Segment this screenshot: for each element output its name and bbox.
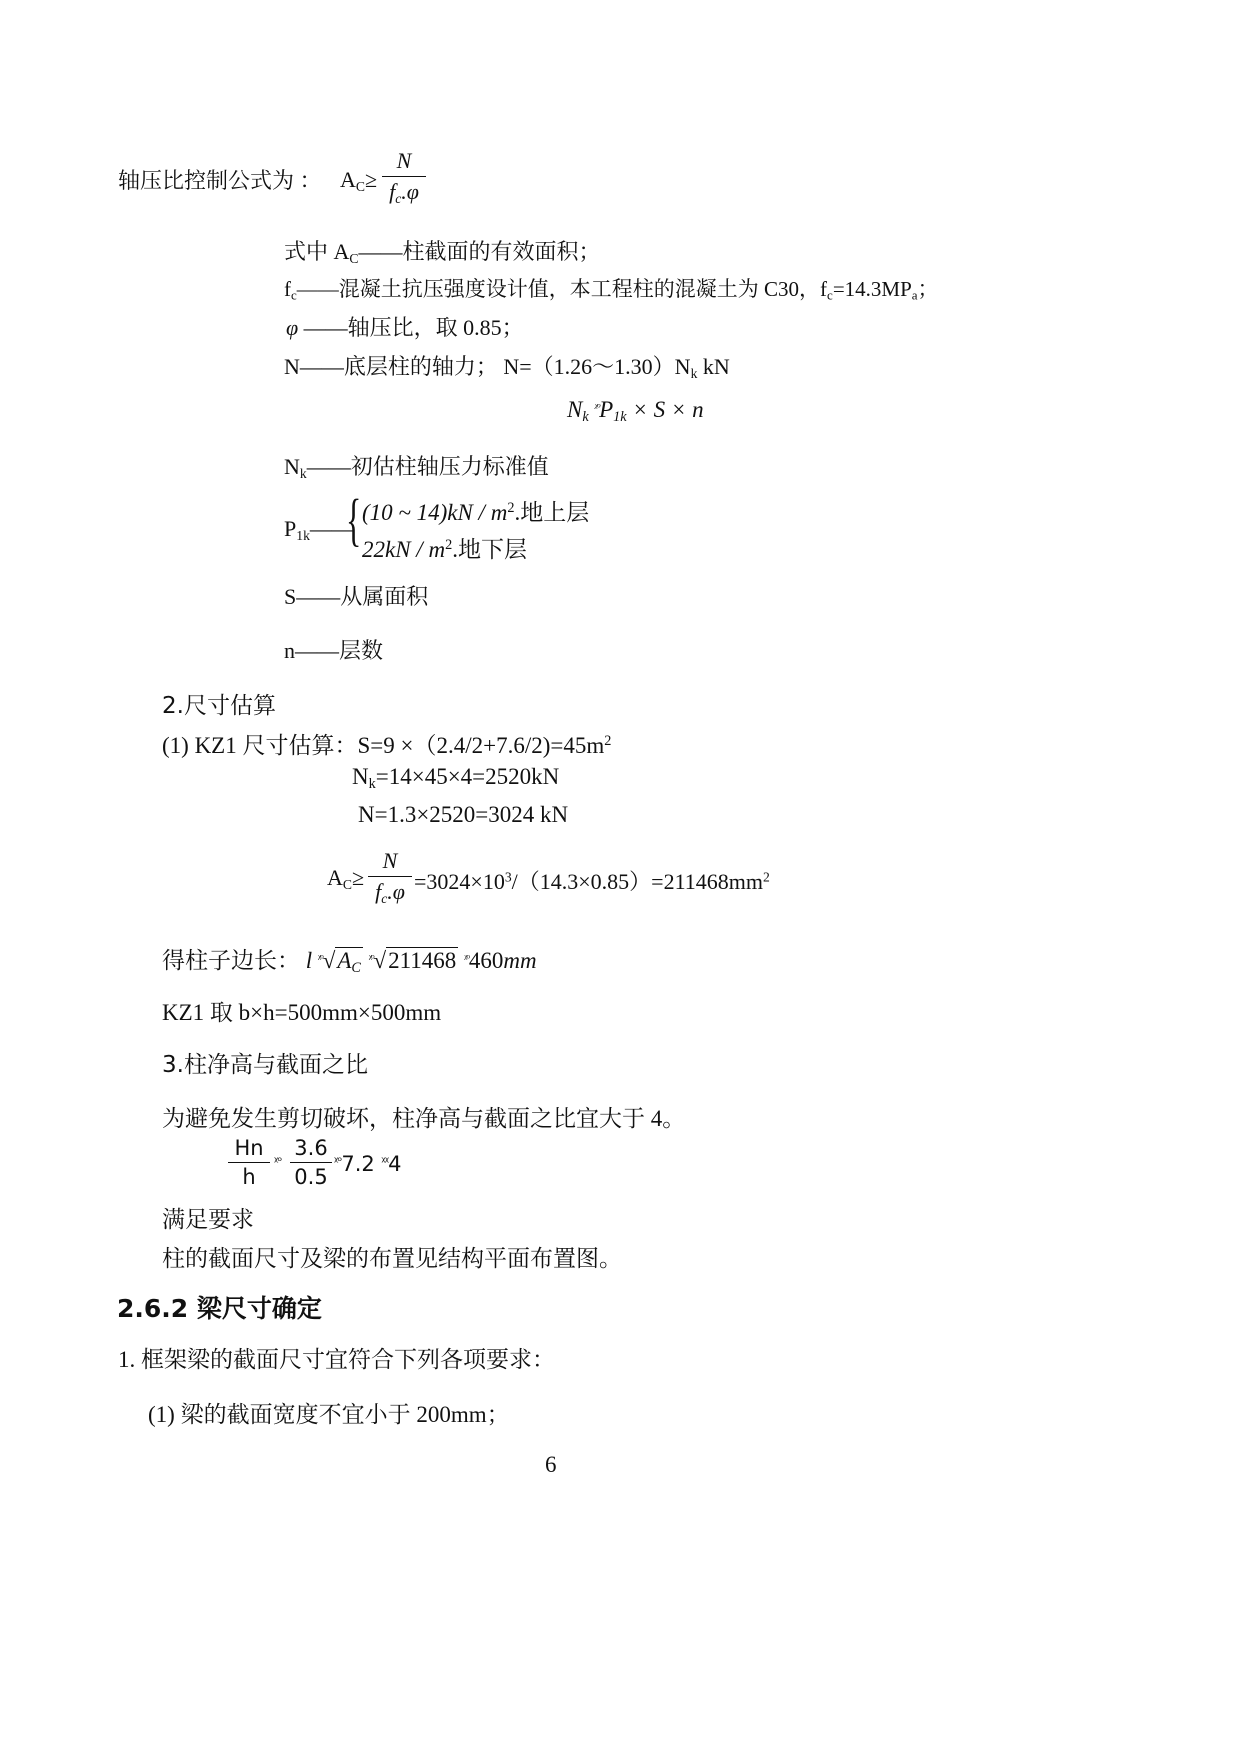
sec3-heading: 3.柱净高与截面之比 xyxy=(162,1052,368,1078)
radical-ac: $A_C$ xyxy=(337,948,361,976)
fraction-denominator: $f_c.\varphi$ xyxy=(375,879,405,906)
odd-symbol-1: ᵡᵒ xyxy=(274,1154,282,1168)
side-length: 得柱子边长： l $^{ᵡᵒ}√A_C$ $^{ᵡᵒ}$√211468 $^{ᵡᵒ}$460mm xyxy=(162,948,537,976)
fraction-numerator: N xyxy=(368,848,412,877)
sec2-heading: 2.尺寸估算 xyxy=(162,693,276,719)
left-brace-icon: { xyxy=(346,487,362,552)
fraction-denominator: 0.5 xyxy=(294,1165,328,1189)
sec2-line3: N=1.3×2520=3024 kN xyxy=(358,802,569,827)
ac-fraction xyxy=(368,848,412,907)
hn-h-fraction xyxy=(228,1136,270,1189)
fraction-numerator: N xyxy=(382,148,426,177)
nk-formula: $N_k$ $^{ᵡᵒ}P_{1k} \times S \times n$ xyxy=(567,397,704,425)
intro-fraction xyxy=(382,148,426,207)
ac-result: $=3024\times 10^3/(14.3\times 0.85)=211468mm^2$ xyxy=(414,869,770,894)
kz1-result: KZ1 取 b×h=500mm×500mm xyxy=(162,1000,442,1025)
def-s: S——从属面积 xyxy=(284,584,429,609)
def-ac: 式中 $A_C——$柱截面的有效面积； xyxy=(284,239,601,266)
ac-lhs: $A_C\ge$ xyxy=(327,865,365,892)
sec262-heading: 2.6.2 梁尺寸确定 xyxy=(117,1294,322,1323)
sec3-text: 为避免发生剪切破坏，柱净高与截面之比宜大于 4。 xyxy=(162,1106,686,1131)
fraction-numerator: 3.6 xyxy=(290,1136,332,1163)
fraction-denominator: h xyxy=(242,1165,256,1189)
def-nk: $N_k——$初估柱轴压力标准值 xyxy=(284,454,549,481)
sec262-item1: 1. 框架梁的截面尺寸宜符合下列各项要求： xyxy=(118,1347,555,1372)
sec3-note: 柱的截面尺寸及梁的布置见结构平面布置图。 xyxy=(162,1246,622,1271)
page-number: 6 xyxy=(545,1452,557,1477)
p1k-line1: (10 ~ $14)kN / m^2$.地上层 xyxy=(362,500,590,525)
fraction-numerator: Hn xyxy=(228,1136,270,1163)
sec2-line1: (1) KZ1 尺寸估算：$S=9 \times(2.4/2+7.6/2)=45m^2$ xyxy=(162,733,612,758)
sec2-line2: $N_k=14\times 45\times 4=2520kN$ xyxy=(352,764,560,792)
p1k-line2: $22kN / m^2$.地下层 xyxy=(362,537,527,562)
def-fc: $f_c——$混凝土抗压强度设计值，本工程柱的混凝土为 C30，$f_c=14.3MP_a$； xyxy=(284,277,939,303)
fraction-denominator: $f_c.\varphi$ xyxy=(389,179,419,206)
def-n: N——底层柱的轴力； $N=(1.26\sim 1.30)N_k$ kN xyxy=(284,354,730,381)
ratio-fraction xyxy=(290,1136,332,1189)
sec3-ok: 满足要求 xyxy=(162,1207,254,1232)
def-n-floors: n——层数 xyxy=(284,638,384,663)
radical-number: 211468 xyxy=(388,948,457,973)
def-p1k-label: $P_{1k}——$ xyxy=(284,516,354,543)
intro-label: 轴压比控制公式为 ： xyxy=(118,168,322,193)
ratio-result: $^{ᵡᵒ}$7.2 $^{ᵡᵡ}$4 xyxy=(334,1152,402,1176)
sec262-item1a: (1) 梁的截面宽度不宜小于 200mm； xyxy=(148,1402,510,1427)
def-phi: φ ——轴压比，取 0.85； xyxy=(286,315,524,340)
intro-lhs: $A_C\ge$ xyxy=(340,167,378,194)
